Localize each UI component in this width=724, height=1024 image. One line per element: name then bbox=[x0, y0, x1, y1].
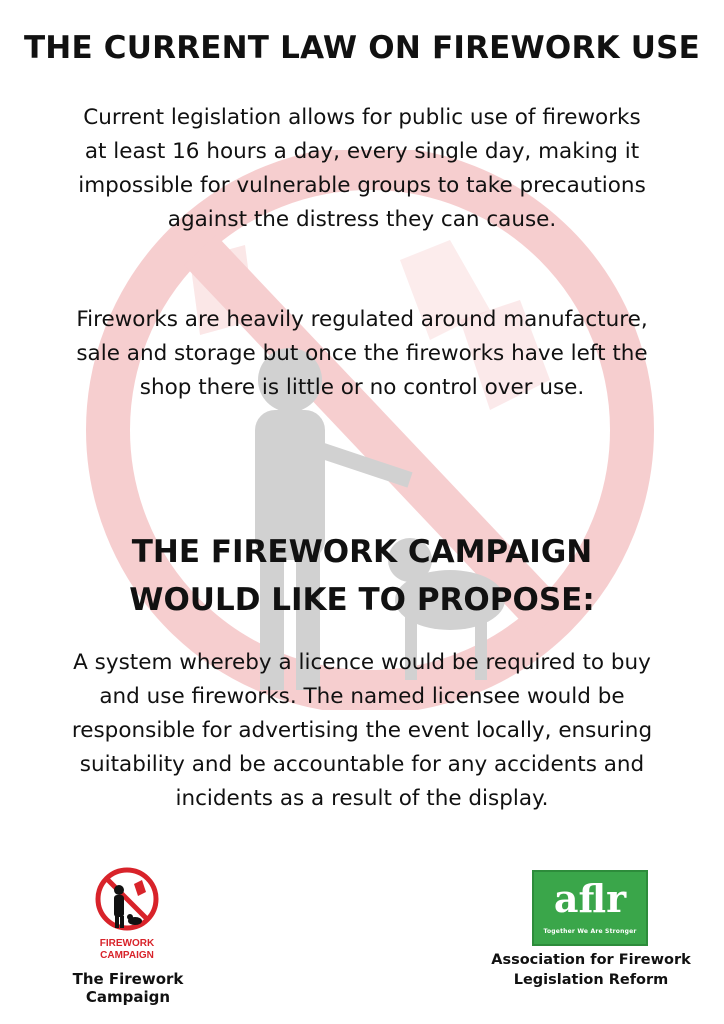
aflr-logo-name: aflr bbox=[553, 876, 627, 921]
regulation-paragraph: Fireworks are heavily regulated around manufacture, sale and storage but once the fireworks have left the shop there is little or no control over use. bbox=[76, 307, 648, 400]
campaign-logo-line1: FIREWORK bbox=[99, 938, 155, 949]
current-law-paragraph: Current legislation allows for public use of fireworks at least 16 hours a day, every single day, making it impossible for vulnerable groups to take precautions against the distress they can cause. bbox=[78, 105, 646, 232]
page-title: THE CURRENT LAW ON FIREWORK USE bbox=[23, 30, 701, 66]
campaign-logo-line2: CAMPAIGN bbox=[100, 950, 154, 961]
firework-campaign-caption: The Firework Campaign bbox=[72, 970, 184, 1006]
aflr-caption-line2: Legislation Reform bbox=[513, 972, 669, 988]
proposal-heading-line1: THE FIREWORK CAMPAIGN bbox=[131, 534, 593, 570]
aflr-logo-tagline: Together We Are Stronger bbox=[543, 928, 637, 935]
aflr-logo bbox=[532, 870, 648, 946]
proposal-heading bbox=[0, 528, 724, 624]
proposal-heading-line2: WOULD LIKE TO PROPOSE: bbox=[129, 582, 595, 618]
firework-campaign-logo bbox=[92, 866, 162, 970]
proposal-paragraph: A system whereby a licence would be required to buy and use fireworks. The named licensee would be responsible for advertising the event locally, ensuring suitability and be accountable for any accidents and incidents as a result of the display. bbox=[71, 650, 653, 811]
aflr-caption bbox=[486, 950, 696, 990]
aflr-caption-line1: Association for Firework bbox=[491, 952, 691, 968]
